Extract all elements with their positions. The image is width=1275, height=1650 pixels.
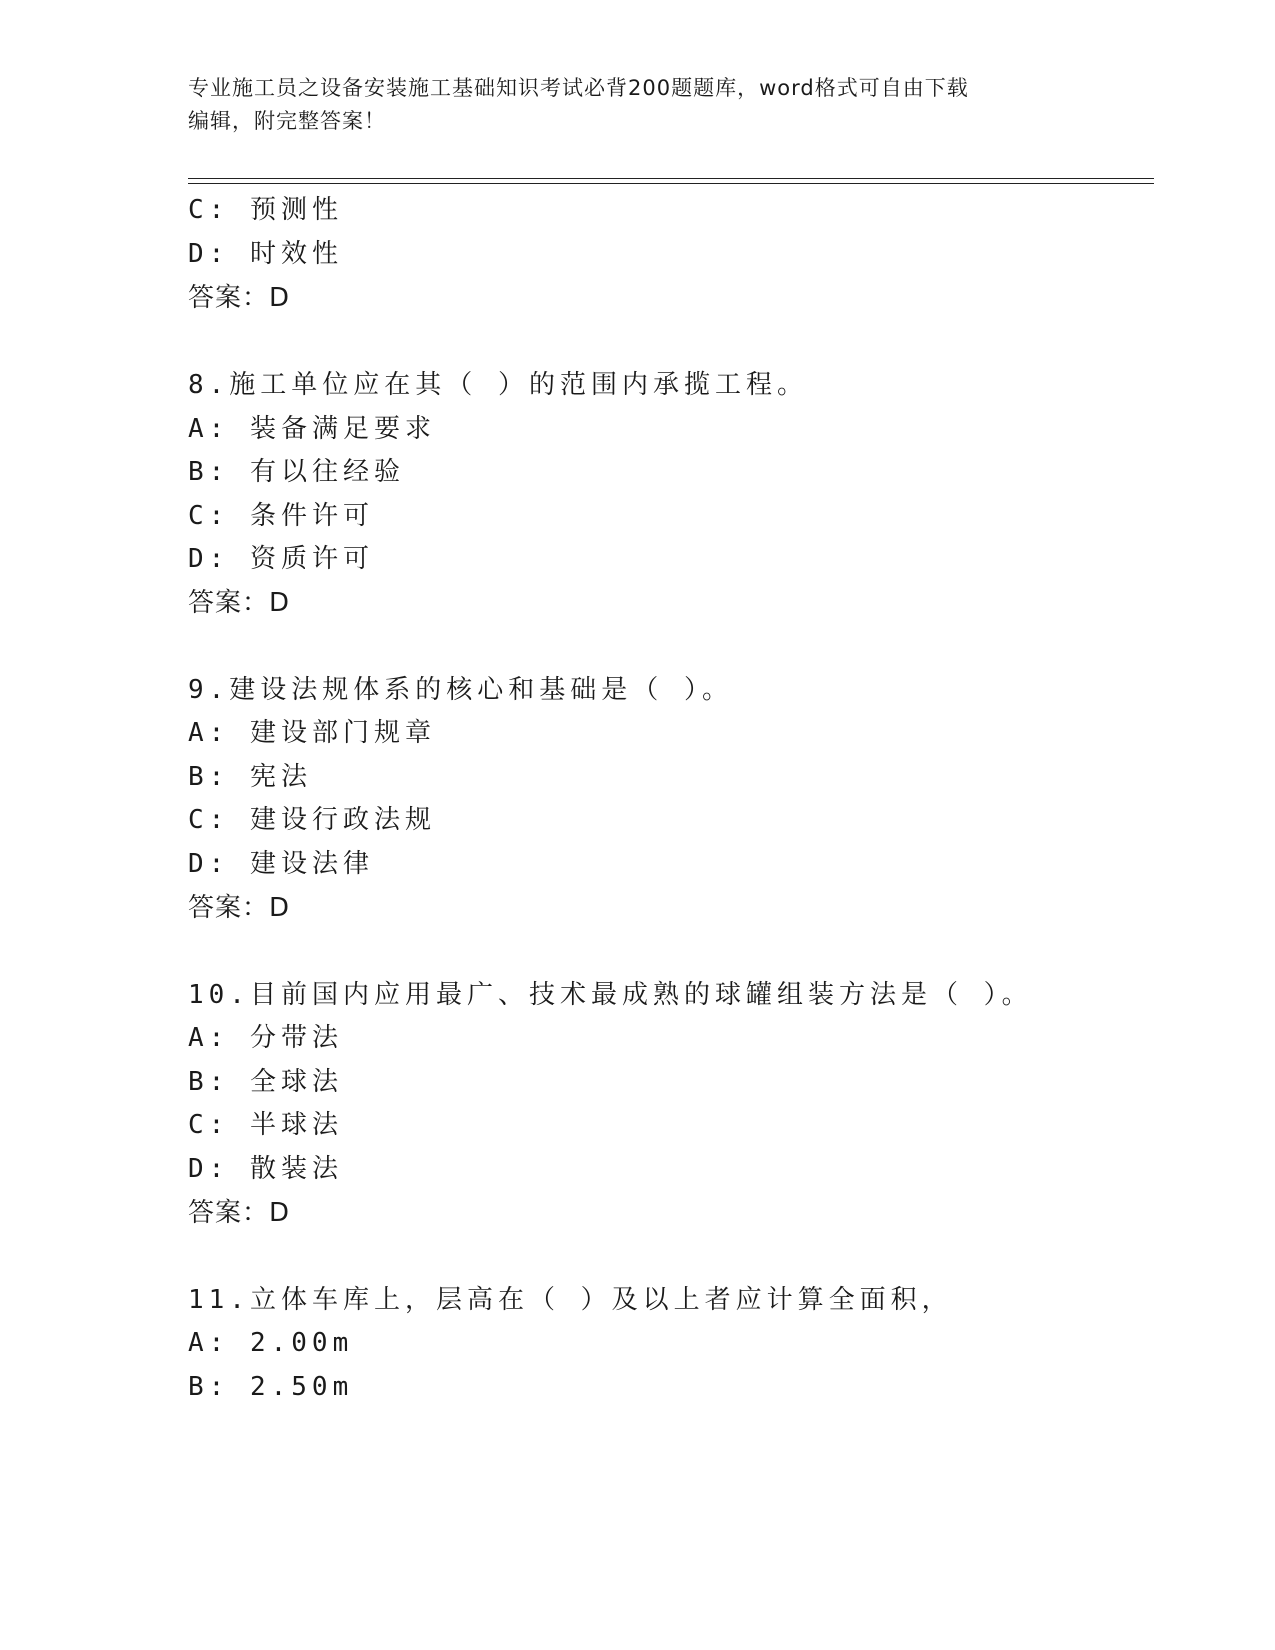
q10-option-a: A: 分带法 [188,1023,343,1053]
q11-option-b: B: 2.50m [188,1372,354,1402]
q8-option-c: C: 条件许可 [188,501,374,531]
q9-question: 9.建设法规体系的核心和基础是（ ）。 [188,675,733,705]
q10-option-c: C: 半球法 [188,1110,343,1140]
q9-option-c: C: 建设行政法规 [188,805,436,835]
q9-answer: 答案：D [188,893,291,923]
q7-option-c: C: 预测性 [188,195,343,225]
q11-question: 11.立体车库上，层高在（ ）及以上者应计算全面积， [188,1285,953,1315]
q7-option-d: D: 时效性 [188,239,343,269]
header-title-line1: 专业施工员之设备安装施工基础知识考试必背200题题库，word格式可自由下载 [188,76,969,100]
q10-option-b: B: 全球法 [188,1067,343,1097]
header-title-line2: 编辑，附完整答案！ [188,109,386,133]
q8-option-a: A: 装备满足要求 [188,414,436,444]
q10-question: 10.目前国内应用最广、技术最成熟的球罐组装方法是（ ）。 [188,980,1033,1010]
q8-answer: 答案：D [188,588,291,618]
q9-option-a: A: 建设部门规章 [188,718,436,748]
header-divider-top [188,178,1154,179]
header-divider-bottom [188,183,1154,184]
q8-option-b: B: 有以往经验 [188,457,405,487]
q9-option-d: D: 建设法律 [188,849,374,879]
q8-question: 8.施工单位应在其（ ）的范围内承揽工程。 [188,370,808,400]
q10-answer: 答案：D [188,1198,291,1228]
q11-option-a: A: 2.00m [188,1328,354,1358]
q10-option-d: D: 散装法 [188,1154,343,1184]
q8-option-d: D: 资质许可 [188,544,374,574]
q9-option-b: B: 宪法 [188,762,312,792]
q7-answer: 答案：D [188,283,291,313]
document-header [188,72,1088,138]
